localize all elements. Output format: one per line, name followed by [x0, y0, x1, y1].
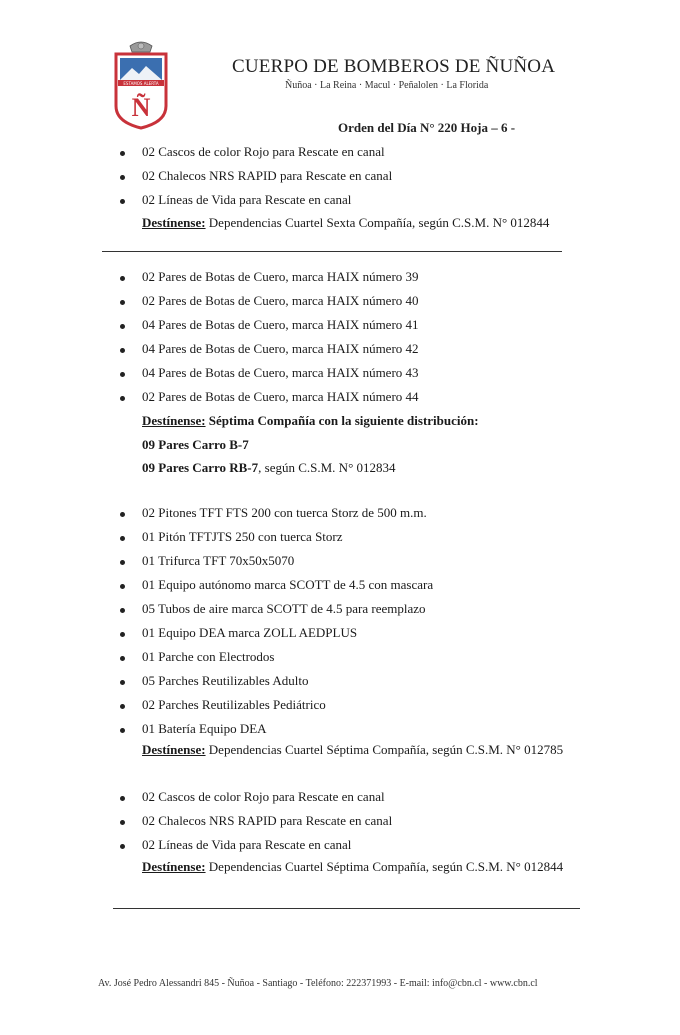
- section-divider: [113, 908, 580, 909]
- bullet-icon: [120, 372, 125, 377]
- list-item: 02 Chalecos NRS RAPID para Rescate en canal: [142, 168, 393, 183]
- list-item: 02 Cascos de color Rojo para Rescate en canal: [142, 144, 385, 159]
- bullet-icon: [120, 348, 125, 353]
- destination-text: Dependencias Cuartel Séptima Compañía, según C.S.M. N° 012785: [205, 742, 564, 757]
- list-item: 01 Batería Equipo DEA: [142, 721, 267, 736]
- bullet-icon: [120, 632, 125, 637]
- destination-text: Dependencias Cuartel Sexta Compañía, según C.S.M. N° 012844: [205, 215, 550, 230]
- list-item: 02 Pitones TFT FTS 200 con tuerca Storz de 500 m.m.: [142, 505, 427, 520]
- list-item: 02 Cascos de color Rojo para Rescate en canal: [142, 789, 385, 804]
- distribution-reference: , según C.S.M. N° 012834: [258, 460, 396, 475]
- list-item: 01 Pitón TFTJTS 250 con tuerca Storz: [142, 529, 343, 544]
- bullet-icon: [120, 300, 125, 305]
- destination-label: Destínense:: [142, 742, 206, 757]
- bullet-icon: [120, 656, 125, 661]
- destination-line: [142, 413, 479, 429]
- list-item: 05 Tubos de aire marca SCOTT de 4.5 para reemplazo: [142, 601, 426, 616]
- order-page-reference: Orden del Día N° 220 Hoja – 6 -: [338, 120, 516, 135]
- list-item: 02 Pares de Botas de Cuero, marca HAIX número 39: [142, 269, 419, 284]
- bullet-icon: [120, 844, 125, 849]
- bullet-icon: [120, 151, 125, 156]
- distribution-line: 09 Pares Carro B-7: [142, 437, 249, 452]
- emblem-letter: Ñ: [131, 93, 151, 122]
- list-item: 02 Líneas de Vida para Rescate en canal: [142, 837, 352, 852]
- bullet-icon: [120, 728, 125, 733]
- footer-contact: Av. José Pedro Alessandri 845 - Ñuñoa - Santiago - Teléfono: 222371993 - E-mail: info@cbn.cl - www.cbn.cl: [98, 978, 538, 989]
- list-item: 02 Pares de Botas de Cuero, marca HAIX número 44: [142, 389, 419, 404]
- bullet-icon: [120, 276, 125, 281]
- list-item: 02 Chalecos NRS RAPID para Rescate en canal: [142, 813, 393, 828]
- list-item: 01 Trifurca TFT 70x50x5070: [142, 553, 295, 568]
- list-item: 04 Pares de Botas de Cuero, marca HAIX número 41: [142, 317, 419, 332]
- bullet-icon: [120, 560, 125, 565]
- distribution-line: [142, 460, 396, 476]
- bullet-icon: [120, 796, 125, 801]
- bullet-icon: [120, 680, 125, 685]
- destination-label: Destínense:: [142, 215, 206, 230]
- organization-communes: Ñuñoa · La Reina · Macul · Peñalolen · La Florida: [285, 80, 489, 91]
- bullet-icon: [120, 512, 125, 517]
- list-item: 01 Parche con Electrodos: [142, 649, 275, 664]
- bullet-icon: [120, 324, 125, 329]
- destination-text: Séptima Compañía con la siguiente distribución:: [205, 413, 479, 428]
- bullet-icon: [120, 199, 125, 204]
- destination-line: [142, 215, 549, 231]
- destination-label: Destínense:: [142, 413, 206, 428]
- bullet-icon: [120, 820, 125, 825]
- list-item: 04 Pares de Botas de Cuero, marca HAIX número 42: [142, 341, 419, 356]
- fire-department-emblem: [112, 38, 170, 130]
- destination-text: Dependencias Cuartel Séptima Compañía, según C.S.M. N° 012844: [205, 859, 564, 874]
- bullet-icon: [120, 175, 125, 180]
- list-item: 04 Pares de Botas de Cuero, marca HAIX número 43: [142, 365, 419, 380]
- destination-line: [142, 742, 563, 758]
- section-divider: [102, 251, 562, 252]
- list-item: 01 Equipo autónomo marca SCOTT de 4.5 con mascara: [142, 577, 434, 592]
- emblem-motto: ESTAMOS ALERTA: [123, 81, 159, 86]
- bullet-icon: [120, 608, 125, 613]
- organization-title: CUERPO DE BOMBEROS DE ÑUÑOA: [232, 56, 556, 77]
- bullet-icon: [120, 396, 125, 401]
- list-item: 05 Parches Reutilizables Adulto: [142, 673, 309, 688]
- bullet-icon: [120, 704, 125, 709]
- list-item: 02 Líneas de Vida para Rescate en canal: [142, 192, 352, 207]
- list-item: 02 Pares de Botas de Cuero, marca HAIX número 40: [142, 293, 419, 308]
- list-item: 01 Equipo DEA marca ZOLL AEDPLUS: [142, 625, 358, 640]
- list-item: 02 Parches Reutilizables Pediátrico: [142, 697, 326, 712]
- bullet-icon: [120, 584, 125, 589]
- destination-label: Destínense:: [142, 859, 206, 874]
- destination-line: [142, 859, 563, 875]
- bullet-icon: [120, 536, 125, 541]
- distribution-carrier: 09 Pares Carro RB-7: [142, 460, 259, 475]
